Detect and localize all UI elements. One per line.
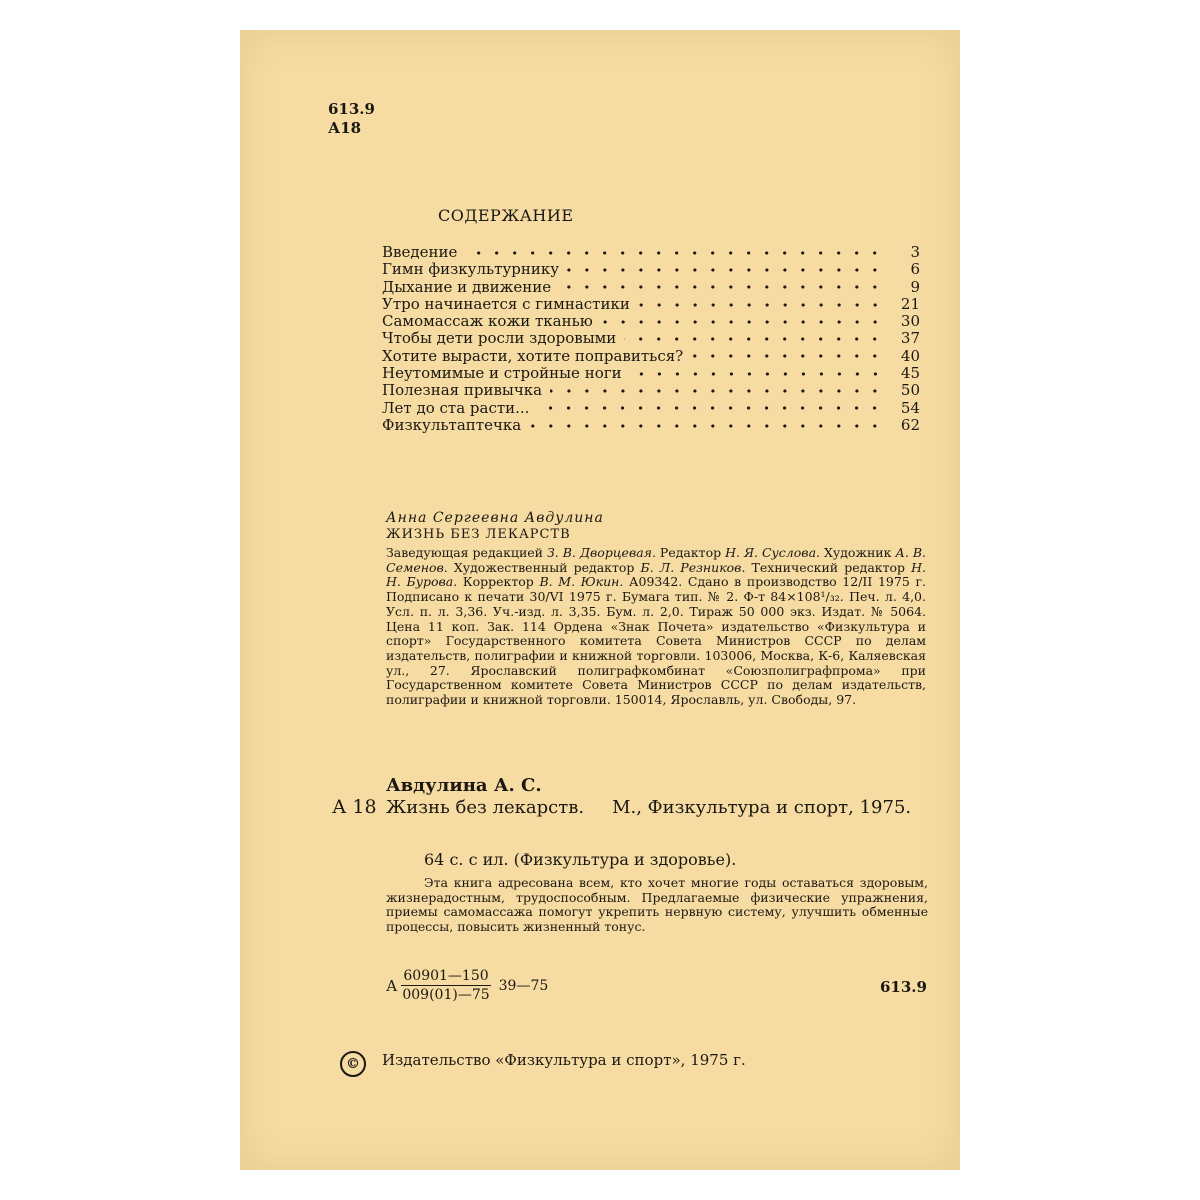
toc-item	[382, 348, 920, 365]
index-denominator: 009(01)—75	[402, 987, 490, 1003]
toc-item-page: 6	[910, 260, 920, 279]
toc-leader-dots	[630, 372, 884, 376]
toc-item-page: 3	[910, 243, 920, 261]
tech-editor: Н. Н. Бурова	[386, 559, 927, 590]
toc-item-page: 45	[900, 364, 920, 383]
catalog-annotation: Эта книга адресована всем, кто хочет многие годы оставаться здоровым, жизнерадостным, трудоспособным. Предлагаемые физические упражнения, приемы самомассажа помогут укрепить нервную систему, улучшить обменные процессы, повысить жизненный тонус.	[386, 875, 928, 934]
toc-leader-dots	[567, 268, 884, 272]
toc-item	[382, 261, 920, 278]
udc-code-top	[328, 100, 375, 138]
toc-item-page: 50	[900, 381, 920, 400]
toc-item-label: Дыхание и движение	[382, 277, 552, 296]
toc-item-label: Физкультаптечка	[382, 415, 522, 434]
copyright-icon: ©	[340, 1051, 366, 1077]
index-letter: А	[386, 976, 398, 995]
toc-leader-dots	[537, 406, 884, 410]
toc-leader-dots	[465, 251, 884, 255]
toc-leader-dots	[638, 303, 884, 307]
toc-leader-dots	[601, 320, 884, 324]
toc-item-label: Лет до ста расти...	[382, 398, 530, 417]
toc-item-label: Полезная привычка	[382, 381, 543, 400]
toc-leader-dots	[550, 389, 884, 393]
toc-item	[382, 382, 920, 399]
toc-item	[382, 417, 920, 434]
editor-in-chief: З. В. Дворцевая	[546, 545, 652, 560]
toc-leader-dots	[529, 424, 884, 428]
toc-leader-dots	[691, 354, 884, 358]
toc-item-page: 54	[900, 398, 920, 417]
table-of-contents	[382, 244, 920, 434]
catalog-book-title: Жизнь без лекарств.	[386, 797, 585, 818]
toc-item	[382, 365, 920, 382]
toc-item-label: Введение	[382, 243, 458, 261]
toc-item-label: Чтобы дети росли здоровыми	[382, 329, 617, 348]
toc-leader-dots	[559, 285, 884, 289]
index-fraction	[401, 968, 490, 1003]
toc-item-label: Неутомимые и стройные ноги	[382, 364, 622, 383]
toc-item-page: 9	[910, 277, 920, 296]
catalog-book-entry	[386, 796, 926, 820]
imprint-title: ЖИЗНЬ БЕЗ ЛЕКАРСТВ	[386, 527, 571, 542]
proofreader: В. М. Юкин	[539, 574, 620, 590]
toc-item-page: 37	[900, 329, 920, 348]
toc-item-label: Самомассаж кожи тканью	[382, 312, 593, 331]
colophon	[386, 546, 926, 708]
toc-item	[382, 400, 920, 417]
artist: А. В. Семенов	[386, 545, 926, 575]
author-mark: А18	[328, 119, 362, 137]
catalog-author: Авдулина А. С.	[386, 775, 542, 796]
catalog-code: А 18	[332, 796, 377, 818]
toc-item-label: Хотите вырасти, хотите поправиться?	[382, 346, 684, 365]
toc-leader-dots	[624, 337, 884, 341]
index-suffix: 39—75	[498, 977, 549, 994]
toc-item-page: 30	[900, 312, 920, 331]
toc-item	[382, 330, 920, 347]
catalog-publisher: М., Физкультура и спорт, 1975.	[612, 797, 912, 818]
colophon-text: Заведующая редакцией З. В. Дворцевая. Редактор Н. Я. Суслова. Художник А. В. Семенов. Художественный редактор Б. Л. Резников. Технический редактор Н. Н. Бурова. Корректор В. М. Юкин. А09342. Сдано в производство 12/II 1975 г. Подписано к печати 30/VI 1975 г. Бумага тип. № 2. Ф-т 84×108¹/₃₂. Печ. л. 4,0. Усл. п. л. 3,36. Уч.-изд. л. 3,35. Бум. л. 2,0. Тираж 50 000 экз. Издат. № 5064. Цена 11 коп. Зак. 114 Ордена «Знак Почета» издательство «Физкультура и спорт» Государственного комитета Совета Министров СССР по делам издательств, полиграфии и книжной торговли. 103006, Москва, К-6, Каляевская ул., 27. Ярославский полиграфкомбинат «Союзполиграфпрома» при Государственном комитете Совета Министров СССР по делам издательств, полиграфии и книжной торговли. 150014, Ярославль, ул. Свободы, 97.	[386, 545, 927, 708]
toc-item-page: 62	[900, 415, 920, 434]
toc-item	[382, 296, 920, 313]
art-editor: Б. Л. Резников	[640, 559, 742, 575]
index-numerator: 60901—150	[403, 968, 489, 984]
toc-title: СОДЕРЖАНИЕ	[438, 206, 574, 225]
editor: Н. Я. Суслова	[725, 545, 817, 560]
book-page	[240, 30, 960, 1170]
toc-item-page: 40	[900, 346, 920, 365]
catalog-index	[386, 968, 548, 1003]
toc-item	[382, 244, 920, 261]
udc-number: 613.9	[328, 100, 375, 118]
catalog-udc: 613.9	[880, 978, 927, 996]
toc-item-label: Утро начинается с гимнастики	[382, 294, 630, 313]
toc-item	[382, 313, 920, 330]
toc-item-label: Гимн физкультурнику	[382, 260, 560, 279]
toc-item	[382, 279, 920, 296]
toc-item-page: 21	[900, 294, 920, 313]
copyright-text: Издательство «Физкультура и спорт», 1975 г.	[382, 1051, 746, 1069]
imprint-author: Анна Сергеевна Авдулина	[386, 510, 604, 526]
catalog-pages: 64 с. с ил. (Физкультура и здоровье).	[424, 850, 737, 869]
